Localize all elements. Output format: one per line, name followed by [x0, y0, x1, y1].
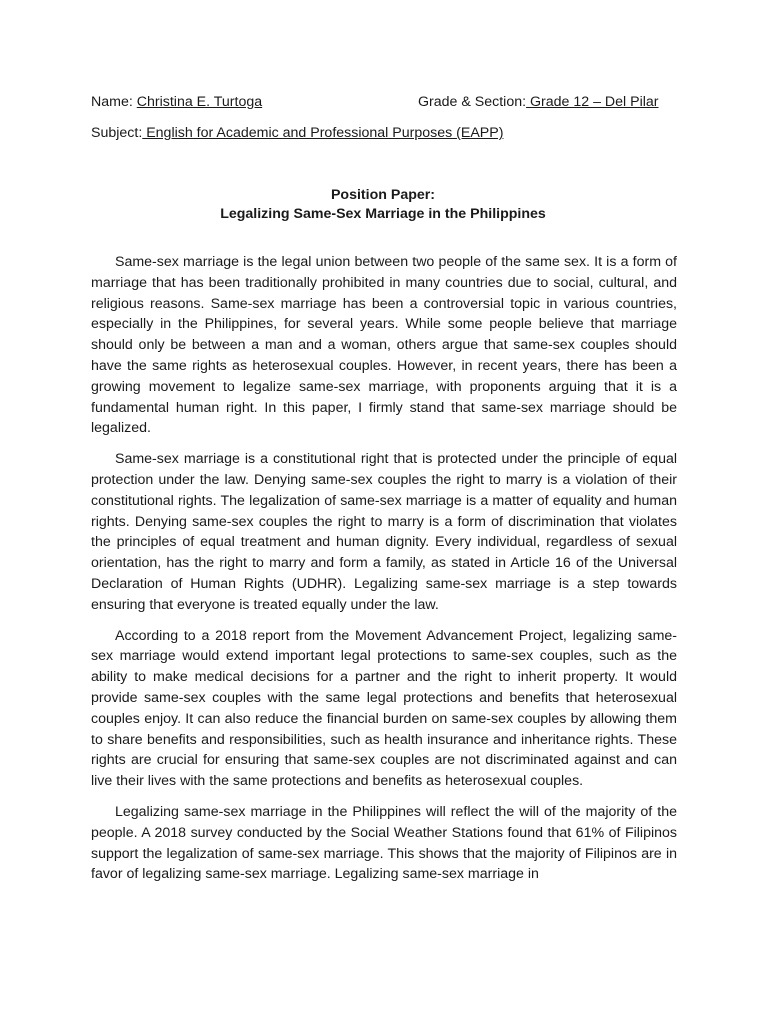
- name-field: [91, 93, 262, 111]
- body-paragraph-1: Same-sex marriage is the legal union between two people of the same sex. It is a form of marriage that has been traditionally prohibited in many countries due to social, cultural, and religious reasons. Same-sex marriage has been a controversial topic in various countries, especially in the Philippines, for several years. While some people believe that marriage should only be between a man and a woman, others argue that same-sex couples should have the same rights as heterosexual couples. However, in recent years, there has been a growing movement to legalize same-sex marriage, with proponents arguing that it is a fundamental human right. In this paper, I firmly stand that same-sex marriage should be legalized.: [91, 254, 677, 437]
- grade-section-field: [418, 93, 659, 111]
- subject-value: English for Academic and Professional Purposes (EAPP): [142, 125, 504, 141]
- body-paragraph-3: According to a 2018 report from the Movement Advancement Project, legalizing same-sex marriage would extend important legal protections to same-sex couples, such as the ability to make medical decisions for a partner and the right to inherit property. It would provide same-sex couples with the same legal protections and benefits that heterosexual couples enjoy. It can also reduce the financial burden on same-sex couples by allowing them to share benefits and responsibilities, such as health insurance and inheritance rights. These rights are crucial for ensuring that same-sex couples are not discriminated against and can live their lives with the same protections and benefits as heterosexual couples.: [91, 627, 677, 790]
- grade-label: Grade & Section:: [418, 94, 527, 110]
- subject-field: [91, 124, 503, 142]
- body-paragraph-2: Same-sex marriage is a constitutional right that is protected under the principle of equal protection under the law. Denying same-sex couples the right to marry is a violation of their constitutional rights. The legalization of same-sex marriage is a matter of equality and human rights. Denying same-sex couples the right to marry is a form of discrimination that violates the principles of equal treatment and human dignity. Every individual, regardless of sexual orientation, has the right to marry and form a family, as stated in Article 16 of the Universal Declaration of Human Rights (UDHR). Legalizing same-sex marriage is a step towards ensuring that everyone is treated equally under the law.: [91, 451, 677, 613]
- name-label: Name:: [91, 94, 133, 110]
- paper-title: [91, 186, 675, 224]
- paper-body: [91, 252, 677, 895]
- body-paragraph-4: Legalizing same-sex marriage in the Philippines will reflect the will of the majority of the people. A 2018 survey conducted by the Social Weather Stations found that 61% of Filipinos support the legalization of same-sex marriage. This shows that the majority of Filipinos are in favor of legalizing same-sex marriage. Legalizing same-sex marriage in: [91, 803, 677, 883]
- title-line-1: Position Paper:: [330, 187, 436, 203]
- name-value: Christina E. Turtoga: [136, 94, 263, 110]
- subject-label: Subject:: [91, 125, 143, 141]
- title-line-2: Legalizing Same-Sex Marriage in the Philippines: [220, 206, 546, 222]
- grade-value: Grade 12 – Del Pilar: [526, 94, 659, 110]
